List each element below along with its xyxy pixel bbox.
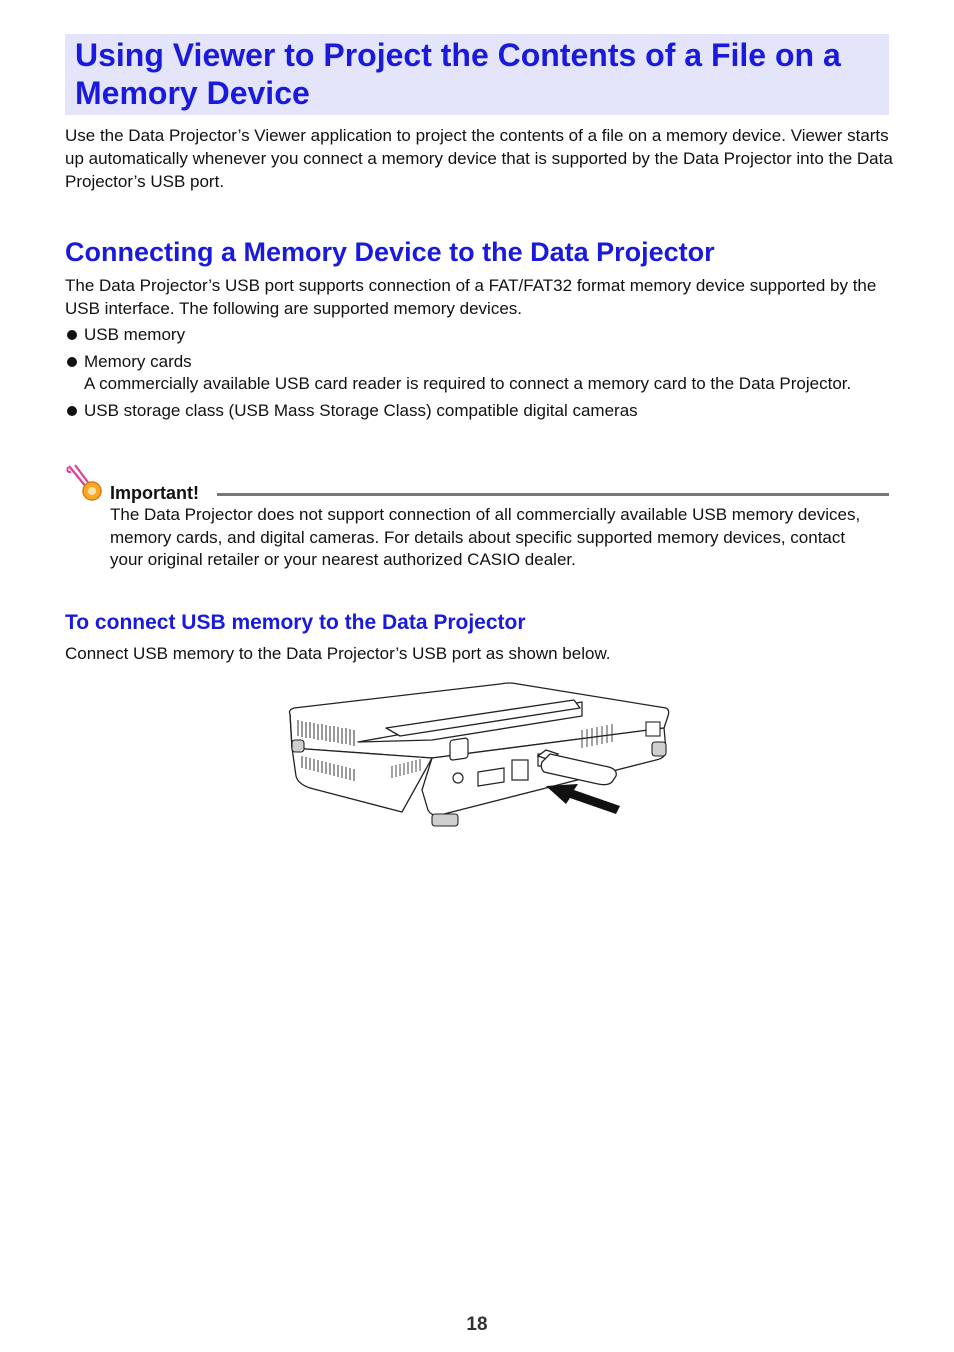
- section-heading: Connecting a Memory Device to the Data Projector: [65, 237, 715, 267]
- important-label: Important!: [110, 483, 199, 503]
- page-title-banner: [65, 34, 889, 115]
- list-item-note: A commercially available USB card reader is required to connect a memory card to the Data Projector.: [84, 374, 852, 393]
- important-pin-icon: [65, 464, 107, 504]
- important-note: [65, 464, 889, 574]
- subsection-heading: To connect USB memory to the Data Projector: [65, 611, 526, 634]
- bullet-icon: [67, 357, 77, 367]
- intro-paragraph: Use the Data Projector’s Viewer application to project the contents of a file on a memory device. Viewer starts up automatically whenever you connect a memory device that is supported by the Data Projector into the Data Projector’s USB port.: [65, 126, 893, 191]
- subsection-body: Connect USB memory to the Data Projector’s USB port as shown below.: [65, 644, 611, 663]
- list-item: USB memory: [65, 324, 895, 347]
- important-text: The Data Projector does not support connection of all commercially available USB memory devices, memory cards, and digital cameras. For details about specific supported memory devices, contact your original retailer or your nearest authorized CASIO dealer.: [110, 505, 861, 569]
- list-item: USB storage class (USB Mass Storage Class) compatible digital cameras: [65, 400, 895, 423]
- bullet-icon: [67, 330, 77, 340]
- section-body: The Data Projector’s USB port supports connection of a FAT/FAT32 format memory device supported by the USB interface. The following are supported memory devices.: [65, 276, 877, 318]
- bullet-icon: [67, 406, 77, 416]
- projector-usb-illustration: [282, 680, 674, 832]
- page-number: 18: [466, 1314, 488, 1335]
- list-item: Memory cards A commercially available USB card reader is required to connect a memory card to the Data Projector.: [65, 351, 895, 396]
- supported-devices-list: [65, 324, 895, 426]
- page-title: Using Viewer to Project the Contents of a File on a Memory Device: [75, 37, 841, 111]
- important-divider: [217, 493, 889, 496]
